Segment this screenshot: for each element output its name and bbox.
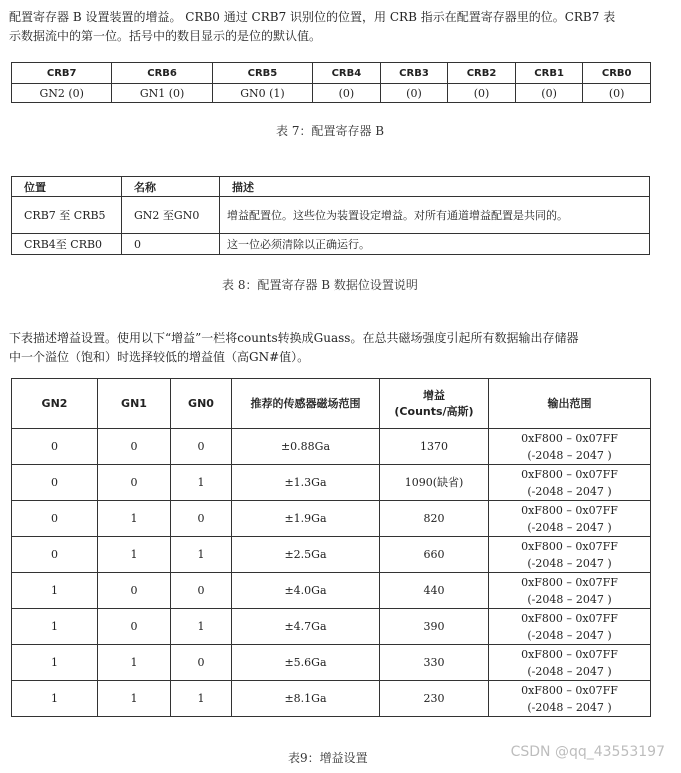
table-cell: 660 — [380, 537, 489, 573]
header-line: (Counts/高斯) — [394, 404, 474, 418]
table-row — [12, 197, 650, 234]
table-row — [12, 573, 651, 609]
table-cell: 1 — [171, 537, 232, 573]
table-cell: 0 — [98, 609, 171, 645]
table-cell — [489, 537, 651, 573]
table-cell: 390 — [380, 609, 489, 645]
output-range-line: 0xF800 – 0x07FF — [521, 539, 618, 553]
table-cell — [489, 465, 651, 501]
table-row — [12, 465, 651, 501]
header-cell: 推荐的传感器磁场范围 — [232, 379, 380, 429]
table-cell — [489, 609, 651, 645]
crb-bit-description-table — [11, 176, 650, 255]
table-cell: 0 — [98, 429, 171, 465]
table-cell: (0) — [515, 84, 583, 103]
output-range-line: (-2048 – 2047 ) — [527, 556, 612, 570]
table-cell: GN1 (0) — [112, 84, 212, 103]
table-cell: GN0 (1) — [212, 84, 312, 103]
table-row — [12, 681, 651, 717]
output-range-line: (-2048 – 2047 ) — [527, 664, 612, 678]
table-row — [12, 537, 651, 573]
table-cell: GN2 至GN0 — [122, 197, 220, 234]
intro-line: 配置寄存器 B 设置装置的增益。 CRB0 通过 CRB7 识别位的位置，用 CRB 指示在配置寄存器里的位。CRB7 表 — [9, 10, 616, 24]
table-row — [12, 234, 650, 255]
table-cell: 1 — [12, 681, 98, 717]
table-cell — [489, 501, 651, 537]
output-range-line: (-2048 – 2047 ) — [527, 628, 612, 642]
header-cell: 名称 — [122, 177, 220, 197]
table-cell: 1 — [12, 609, 98, 645]
table-cell: 1 — [98, 501, 171, 537]
output-range-line: (-2048 – 2047 ) — [527, 700, 612, 714]
table-cell: 0 — [98, 465, 171, 501]
gain-settings-table — [11, 378, 651, 717]
table-cell: ±1.3Ga — [232, 465, 380, 501]
output-range-line: 0xF800 – 0x07FF — [521, 467, 618, 481]
table-caption: 表 8：配置寄存器 B 数据位设置说明 — [222, 278, 418, 292]
table-cell: 0 — [171, 429, 232, 465]
table-cell: 0 — [12, 501, 98, 537]
table-header-row — [12, 379, 651, 429]
table-cell: (0) — [380, 84, 448, 103]
table-cell: 0 — [171, 501, 232, 537]
table-cell: (0) — [583, 84, 651, 103]
intro-paragraph — [9, 8, 669, 46]
table-cell: 1090(缺省) — [380, 465, 489, 501]
output-range-line: 0xF800 – 0x07FF — [521, 503, 618, 517]
table-cell — [489, 681, 651, 717]
header-cell: CRB3 — [380, 63, 448, 84]
table-cell: ±2.5Ga — [232, 537, 380, 573]
table-cell: 820 — [380, 501, 489, 537]
table-cell: CRB7 至 CRB5 — [12, 197, 122, 234]
table-cell: 0 — [12, 537, 98, 573]
table-cell: 这一位必须清除以正确运行。 — [220, 234, 650, 255]
output-range-line: (-2048 – 2047 ) — [527, 484, 612, 498]
header-cell: CRB6 — [112, 63, 212, 84]
table-cell: GN2 (0) — [12, 84, 112, 103]
table-cell: 0 — [12, 465, 98, 501]
intro-line: 下表描述增益设置。使用以下“增益”一栏将counts转换成Guass。在总共磁场强度引起所有数据输出存储器 — [9, 331, 579, 345]
header-line: 增益 — [423, 388, 445, 402]
table-cell: 增益配置位。这些位为装置设定增益。对所有通道增益配置是共同的。 — [220, 197, 650, 234]
watermark: CSDN @qq_43553197 — [510, 744, 665, 760]
table-cell: 0 — [122, 234, 220, 255]
table-header-row — [12, 63, 651, 84]
crb-register-table — [11, 62, 651, 103]
gain-table-body — [12, 429, 651, 717]
table-header-row — [12, 177, 650, 197]
table-cell: CRB4至 CRB0 — [12, 234, 122, 255]
table-cell: (0) — [448, 84, 516, 103]
output-range-line: (-2048 – 2047 ) — [527, 448, 612, 462]
table-cell: 1 — [98, 537, 171, 573]
output-range-line: (-2048 – 2047 ) — [527, 592, 612, 606]
table-cell: 1 — [98, 645, 171, 681]
intro-line: 中一个溢位（饱和）时选择较低的增益值（高GN#值）。 — [9, 350, 310, 364]
table-cell: 1370 — [380, 429, 489, 465]
table-cell: 330 — [380, 645, 489, 681]
table-row — [12, 645, 651, 681]
table-cell: 230 — [380, 681, 489, 717]
header-cell: CRB0 — [583, 63, 651, 84]
table-cell: ±4.0Ga — [232, 573, 380, 609]
table-caption: 表 7：配置寄存器 B — [276, 124, 385, 138]
table-cell: 1 — [171, 681, 232, 717]
header-cell: GN2 — [12, 379, 98, 429]
table-cell: 0 — [171, 573, 232, 609]
table-cell: 1 — [12, 573, 98, 609]
output-range-line: (-2048 – 2047 ) — [527, 520, 612, 534]
header-cell: 输出范围 — [489, 379, 651, 429]
header-cell: CRB1 — [515, 63, 583, 84]
output-range-line: 0xF800 – 0x07FF — [521, 575, 618, 589]
table-cell: 1 — [12, 645, 98, 681]
header-cell: GN0 — [171, 379, 232, 429]
table-cell: 440 — [380, 573, 489, 609]
output-range-line: 0xF800 – 0x07FF — [521, 611, 618, 625]
table-cell: (0) — [313, 84, 381, 103]
header-cell: CRB4 — [313, 63, 381, 84]
header-cell: CRB5 — [212, 63, 312, 84]
output-range-line: 0xF800 – 0x07FF — [521, 683, 618, 697]
table-cell — [489, 573, 651, 609]
header-cell: CRB2 — [448, 63, 516, 84]
header-cell — [380, 379, 489, 429]
table-row — [12, 84, 651, 103]
table-cell: ±4.7Ga — [232, 609, 380, 645]
table-row — [12, 429, 651, 465]
table-cell: ±1.9Ga — [232, 501, 380, 537]
table-caption: 表9：增益设置 — [288, 751, 368, 765]
table-cell: 0 — [171, 645, 232, 681]
table-cell — [489, 645, 651, 681]
gain-intro-paragraph — [9, 329, 669, 367]
header-cell: CRB7 — [12, 63, 112, 84]
table-cell — [489, 429, 651, 465]
table-cell: ±8.1Ga — [232, 681, 380, 717]
table-cell: 0 — [12, 429, 98, 465]
header-cell: GN1 — [98, 379, 171, 429]
table-row — [12, 609, 651, 645]
table-cell: ±0.88Ga — [232, 429, 380, 465]
output-range-line: 0xF800 – 0x07FF — [521, 647, 618, 661]
header-cell: 位置 — [12, 177, 122, 197]
output-range-line: 0xF800 – 0x07FF — [521, 431, 618, 445]
table-cell: 1 — [171, 609, 232, 645]
table-cell: 0 — [98, 573, 171, 609]
table-cell: ±5.6Ga — [232, 645, 380, 681]
table-row — [12, 501, 651, 537]
intro-line: 示数据流中的第一位。括号中的数目显示的是位的默认值。 — [9, 29, 322, 43]
table-cell: 1 — [98, 681, 171, 717]
header-cell: 描述 — [220, 177, 650, 197]
table-cell: 1 — [171, 465, 232, 501]
